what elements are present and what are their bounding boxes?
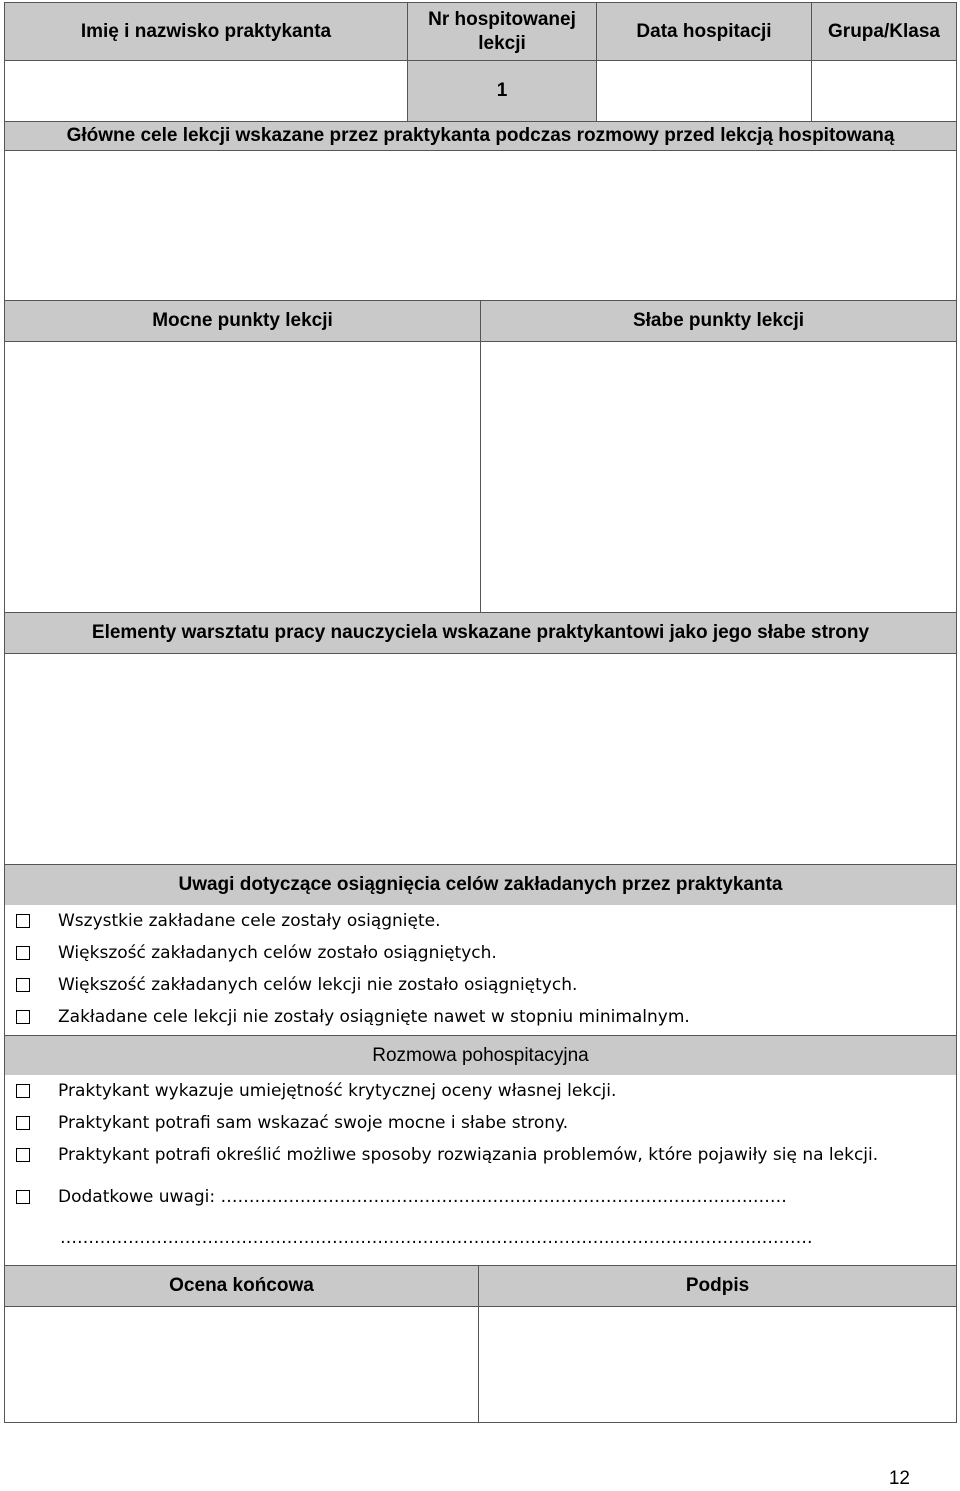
post-talk-label: Rozmowa pohospitacyjna [372,1044,589,1066]
lesson-number-value: 1 [496,80,508,101]
student-name-label: Imię i nazwisko praktykanta [80,20,332,42]
strengths-field[interactable] [4,341,481,613]
option-label: Praktykant wykazuje umiejętność krytycznej oceny własnej lekcji. [58,1081,617,1101]
checkbox-icon[interactable] [16,1084,30,1098]
post-talk-header [4,1035,957,1076]
workshop-label: Elementy warsztatu pracy nauczyciela wskazane praktykantowi jako jego słabe strony [91,622,870,643]
weaknesses-header [480,300,957,342]
option-label: Praktykant potrafi sam wskazać swoje mocne i słabe strony. [58,1113,569,1133]
date-field[interactable] [596,60,812,122]
student-name-header [4,2,408,61]
workshop-header [4,612,957,654]
checkbox-option[interactable] [16,1078,616,1104]
option-label: Większość zakładanych celów zostało osiągniętych. [58,943,497,963]
checkbox-option[interactable] [16,1110,568,1136]
group-label: Grupa/Klasa [828,20,940,42]
goals-remarks-header [4,864,957,906]
weaknesses-field[interactable] [480,341,957,613]
checkbox-option[interactable] [16,972,577,998]
checkbox-option[interactable] [16,940,497,966]
checkbox-icon[interactable] [16,978,30,992]
checkbox-icon[interactable] [16,1190,30,1204]
lesson-number-label: Nr hospitowanej lekcji [428,8,576,54]
group-field[interactable] [811,60,957,122]
option-label: Wszystkie zakładane cele zostały osiągnięte. [58,911,441,931]
checkbox-icon[interactable] [16,1116,30,1130]
goals-header [4,121,957,151]
checkbox-icon[interactable] [16,914,30,928]
final-grade-field[interactable] [4,1306,479,1423]
additional-remarks-line[interactable]: ……………………………………………………………………………………..……………………..……… [60,1228,813,1248]
lesson-number-field[interactable] [407,60,597,122]
goals-remarks-label: Uwagi dotyczące osiągnięcia celów zakładanych przez praktykanta [178,874,783,895]
checkbox-option[interactable] [16,1142,878,1168]
date-label: Data hospitacji [636,20,772,42]
strengths-header [4,300,481,342]
page-number: 12 [888,1468,910,1489]
weaknesses-label: Słabe punkty lekcji [632,310,805,331]
option-label: Zakładane cele lekcji nie zostały osiągnięte nawet w stopniu minimalnym. [58,1007,690,1027]
checkbox-option[interactable] [16,1184,787,1210]
option-label: Większość zakładanych celów lekcji nie zostało osiągniętych. [58,975,578,995]
checkbox-icon[interactable] [16,1010,30,1024]
checkbox-option[interactable] [16,1004,690,1030]
date-header [596,2,812,61]
signature-field[interactable] [478,1306,957,1423]
signature-label: Podpis [685,1275,750,1296]
final-grade-header [4,1265,479,1307]
signature-header [478,1265,957,1307]
student-name-field[interactable] [4,60,408,122]
additional-remarks-label: Dodatkowe uwagi: ………………………………………………………………………………….…… [58,1187,787,1207]
lesson-number-header [407,2,597,61]
option-label: Praktykant potrafi określić możliwe sposoby rozwiązania problemów, które pojawiły się na lekcji. [58,1145,879,1165]
goals-label: Główne cele lekcji wskazane przez praktykanta podczas rozmowy przed lekcją hospitowaną [66,125,895,146]
goals-field[interactable] [4,150,957,301]
group-header [811,2,957,61]
strengths-label: Mocne punkty lekcji [152,310,333,331]
final-grade-label: Ocena końcowa [169,1275,314,1296]
checkbox-icon[interactable] [16,1148,30,1162]
workshop-field[interactable] [4,653,957,865]
checkbox-option[interactable] [16,908,441,934]
checkbox-icon[interactable] [16,946,30,960]
